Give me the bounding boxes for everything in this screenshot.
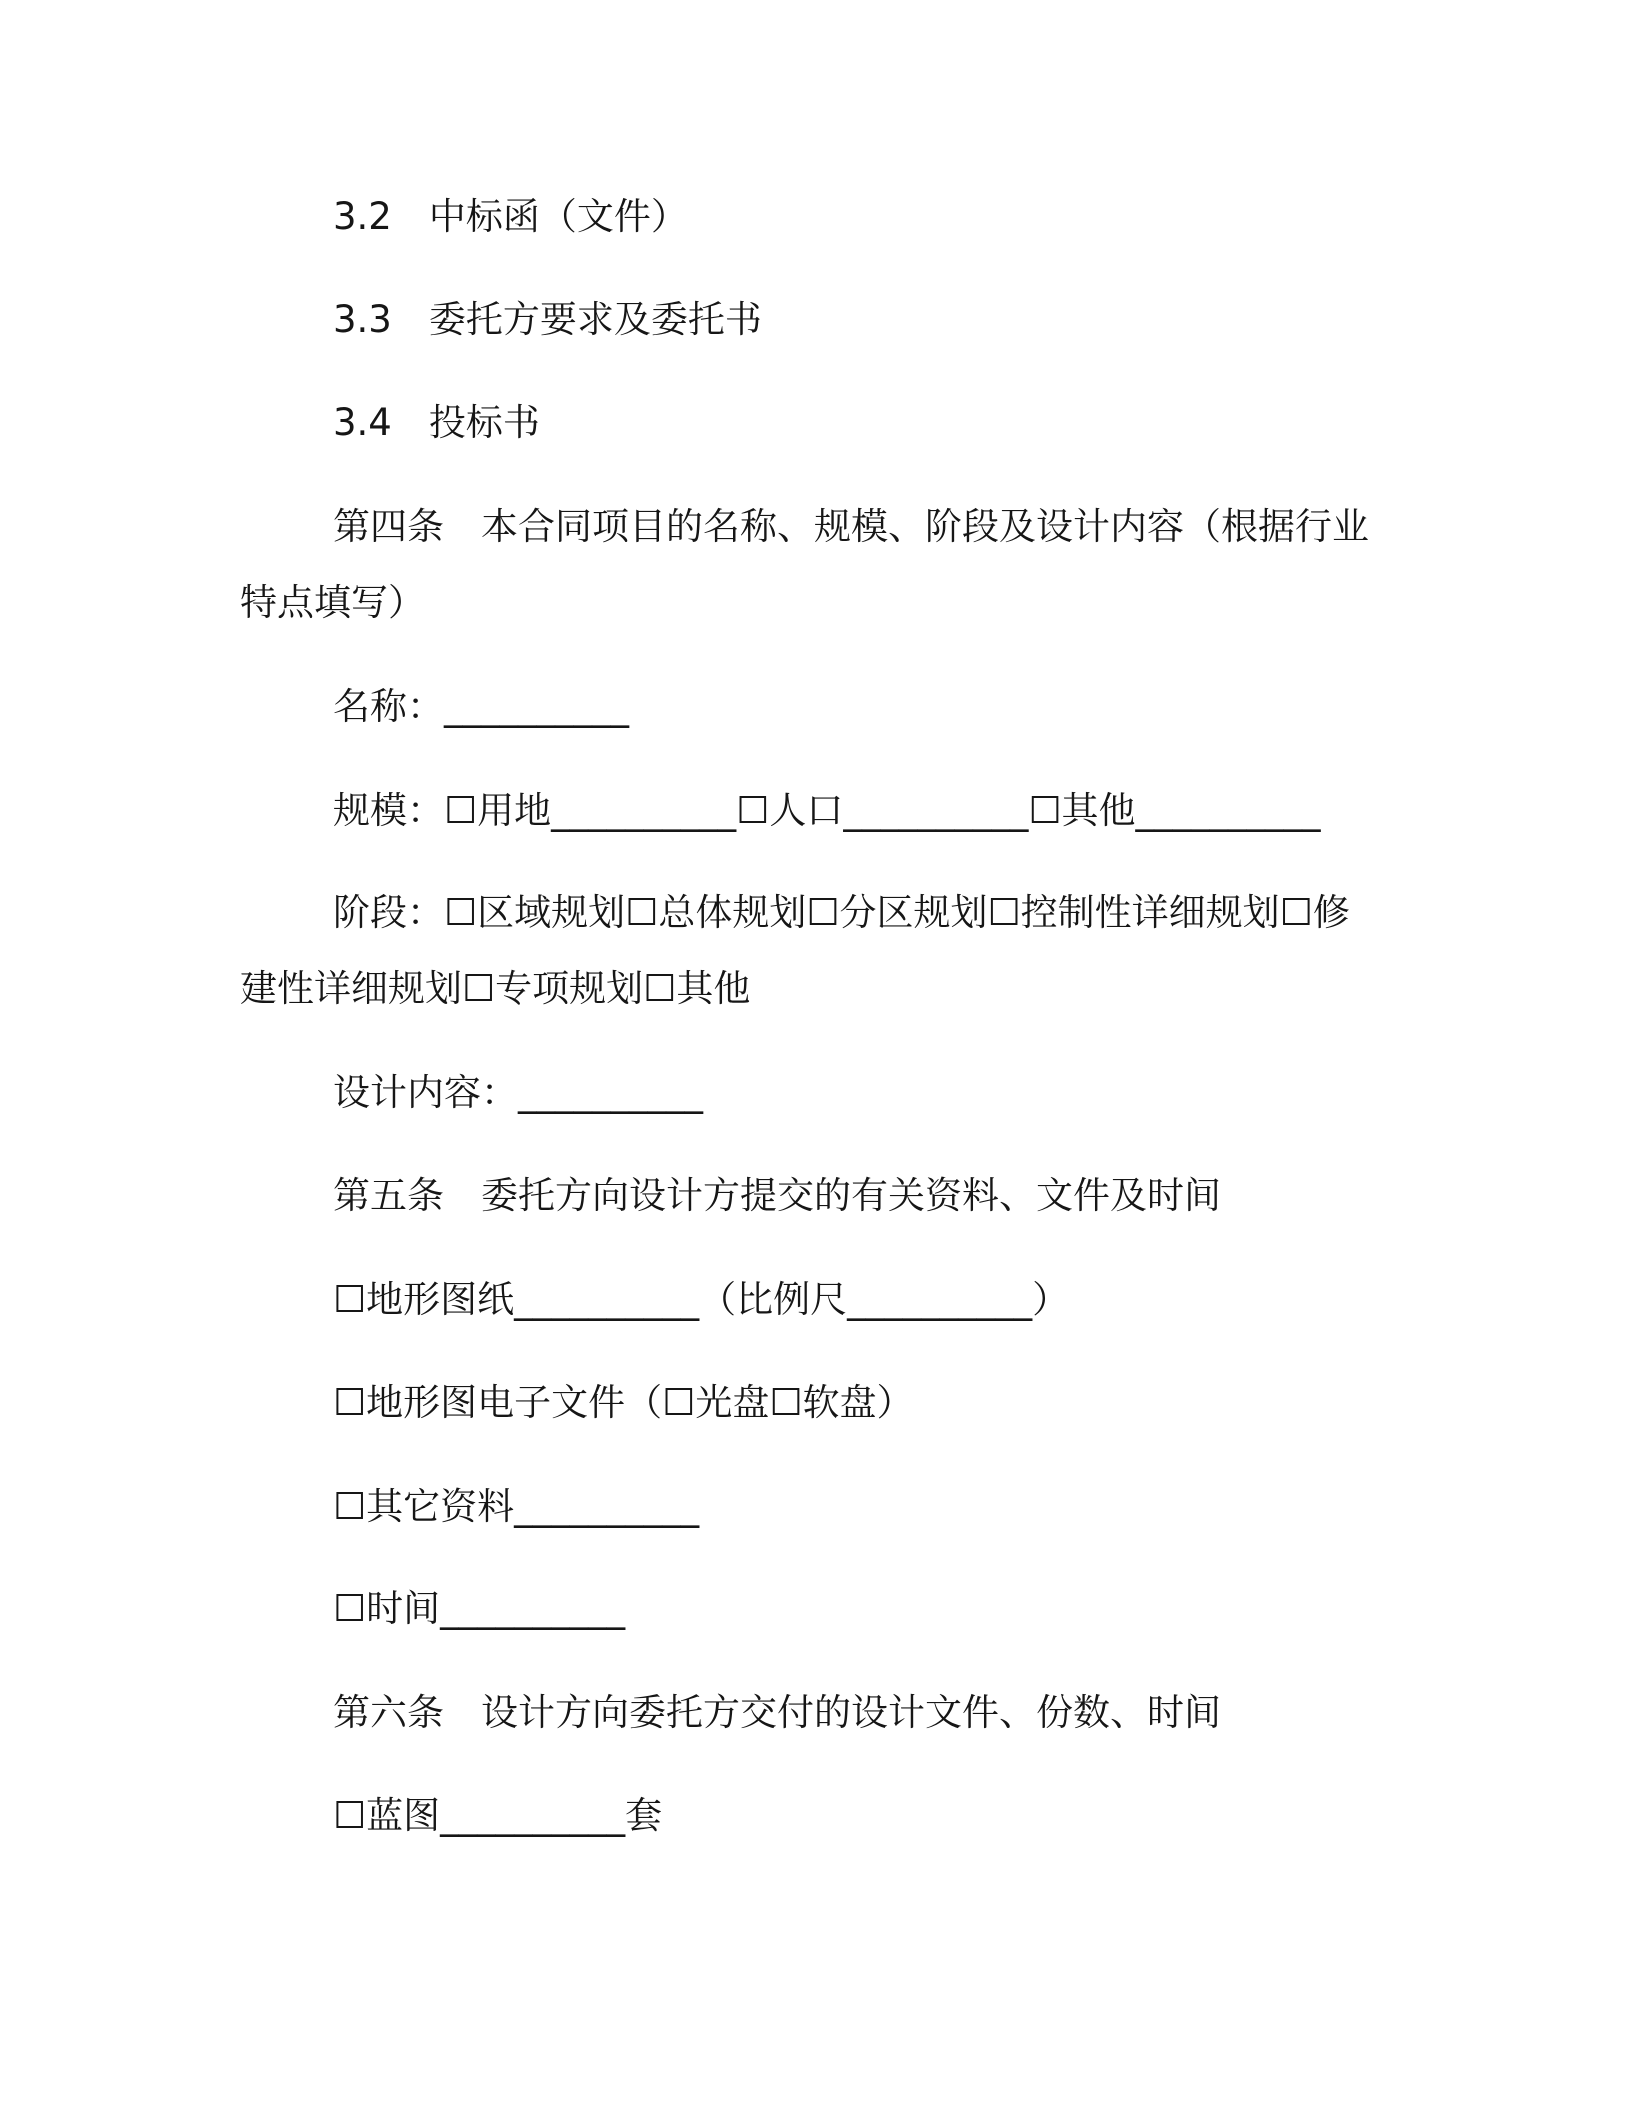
time-option: ☐时间__________ — [333, 1587, 626, 1630]
other-materials-option: ☐其它资料__________ — [333, 1485, 700, 1528]
article-4-heading-line-1: 第四条 本合同项目的名称、规模、阶段及设计内容（根据行业 — [333, 505, 1369, 548]
project-scale-options: 规模：☐用地__________☐人口__________☐其他__________ — [333, 789, 1321, 832]
project-stage-options-line-1: 阶段：☐区域规划☐总体规划☐分区规划☐控制性详细规划☐修 — [333, 891, 1350, 934]
project-stage-options-line-2: 建性详细规划☐专项规划☐其他 — [240, 967, 751, 1010]
clause-3-4-bid-document: 3.4 投标书 — [333, 401, 540, 444]
article-6-heading: 第六条 设计方向委托方交付的设计文件、份数、时间 — [333, 1691, 1221, 1734]
design-content-field: 设计内容：__________ — [333, 1071, 703, 1114]
article-5-heading: 第五条 委托方向设计方提交的有关资料、文件及时间 — [333, 1174, 1221, 1217]
clause-3-3-client-requirements: 3.3 委托方要求及委托书 — [333, 298, 762, 341]
article-4-heading-line-2: 特点填写） — [240, 581, 425, 624]
clause-3-2-winning-bid-letter: 3.2 中标函（文件） — [333, 195, 688, 238]
blueprint-sets-option: ☐蓝图__________套 — [333, 1794, 663, 1837]
topographic-electronic-file-option: ☐地形图电子文件（☐光盘☐软盘） — [333, 1381, 914, 1424]
project-name-field: 名称：__________ — [333, 685, 629, 728]
topographic-drawing-option: ☐地形图纸__________（比例尺__________） — [333, 1278, 1070, 1321]
